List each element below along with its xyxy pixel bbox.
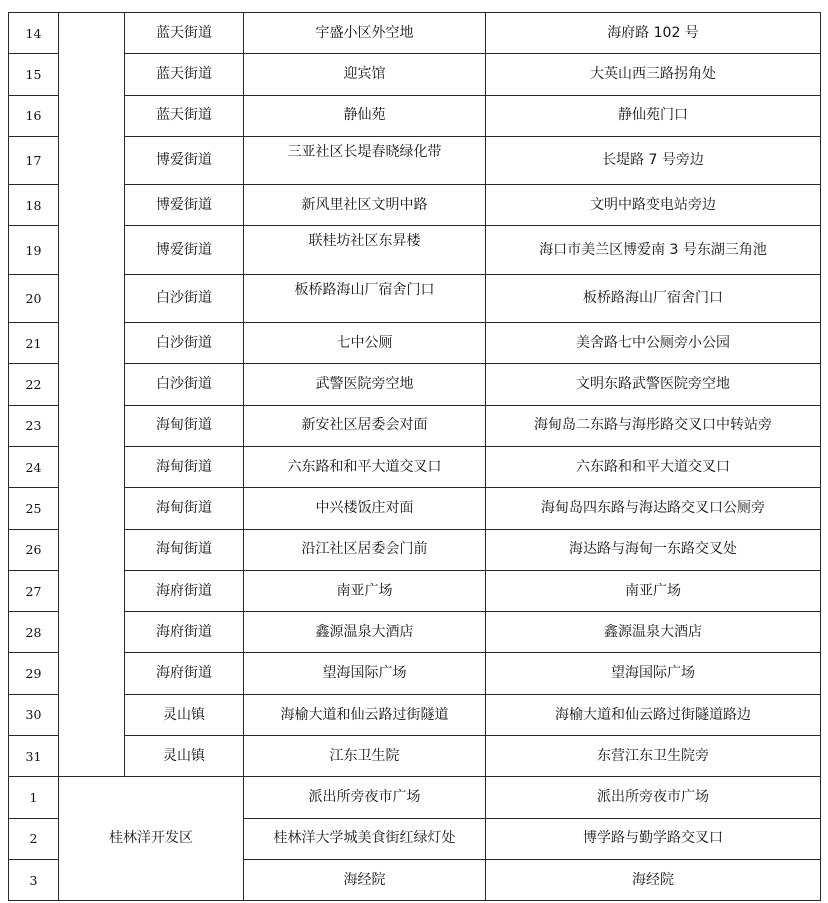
location-name-cell: 望海国际广场 <box>244 653 486 694</box>
table-row <box>9 95 821 136</box>
table-row <box>9 488 821 529</box>
row-number-cell: 29 <box>9 653 59 694</box>
street-cell: 灵山镇 <box>125 694 244 735</box>
row-number-cell: 17 <box>9 136 59 184</box>
street-cell: 博爱街道 <box>125 136 244 184</box>
address-cell: 海榆大道和仙云路过街隧道路边 <box>486 694 821 735</box>
address-cell: 南亚广场 <box>486 570 821 611</box>
row-number-cell: 24 <box>9 446 59 487</box>
address-cell: 鑫源温泉大酒店 <box>486 612 821 653</box>
street-cell: 白沙街道 <box>125 323 244 364</box>
row-number-cell: 20 <box>9 274 59 322</box>
location-name-cell: 南亚广场 <box>244 570 486 611</box>
location-name-cell: 沿江社区居委会门前 <box>244 529 486 570</box>
location-name-cell: 桂林洋大学城美食街红绿灯处 <box>244 818 486 859</box>
location-name-cell: 中兴楼饭庄对面 <box>244 488 486 529</box>
address-cell: 望海国际广场 <box>486 653 821 694</box>
row-number-cell: 14 <box>9 13 59 54</box>
address-cell: 派出所旁夜市广场 <box>486 777 821 818</box>
location-name-cell: 海经院 <box>244 859 486 900</box>
row-number-cell: 26 <box>9 529 59 570</box>
address-cell: 海甸岛四东路与海达路交叉口公厕旁 <box>486 488 821 529</box>
row-number-cell: 21 <box>9 323 59 364</box>
street-cell: 海甸街道 <box>125 488 244 529</box>
address-cell: 美舍路七中公厕旁小公园 <box>486 323 821 364</box>
table-row <box>9 570 821 611</box>
location-name-cell: 新风里社区文明中路 <box>244 185 486 226</box>
row-number-cell: 3 <box>9 859 59 900</box>
location-name-cell: 三亚社区长堤春晓绿化带 <box>244 136 486 184</box>
street-cell: 博爱街道 <box>125 185 244 226</box>
zone-label-cell: 桂林洋开发区 <box>59 777 244 901</box>
table-row <box>9 653 821 694</box>
address-cell: 长堤路 7 号旁边 <box>486 136 821 184</box>
address-cell: 海府路 102 号 <box>486 13 821 54</box>
address-cell: 六东路和和平大道交叉口 <box>486 446 821 487</box>
street-cell: 海府街道 <box>125 612 244 653</box>
row-number-cell: 30 <box>9 694 59 735</box>
location-name-cell: 七中公厕 <box>244 323 486 364</box>
location-name-cell: 板桥路海山厂宿舍门口 <box>244 274 486 322</box>
address-cell: 文明东路武警医院旁空地 <box>486 364 821 405</box>
location-name-cell: 新安社区居委会对面 <box>244 405 486 446</box>
address-cell: 海口市美兰区博爱南 3 号东湖三角池 <box>486 226 821 274</box>
row-number-cell: 25 <box>9 488 59 529</box>
table-row <box>9 777 821 818</box>
street-cell: 海府街道 <box>125 653 244 694</box>
district-cell-blank <box>59 13 125 777</box>
street-cell: 白沙街道 <box>125 364 244 405</box>
table-row <box>9 136 821 184</box>
address-cell: 海达路与海甸一东路交叉处 <box>486 529 821 570</box>
street-cell: 海甸街道 <box>125 446 244 487</box>
row-number-cell: 31 <box>9 736 59 777</box>
row-number-cell: 19 <box>9 226 59 274</box>
row-number-cell: 18 <box>9 185 59 226</box>
row-number-cell: 22 <box>9 364 59 405</box>
location-name-cell: 静仙苑 <box>244 95 486 136</box>
location-name-cell: 海榆大道和仙云路过街隧道 <box>244 694 486 735</box>
table-row <box>9 185 821 226</box>
street-cell: 海府街道 <box>125 570 244 611</box>
table-row <box>9 274 821 322</box>
table-row <box>9 13 821 54</box>
row-number-cell: 28 <box>9 612 59 653</box>
location-name-cell: 武警医院旁空地 <box>244 364 486 405</box>
street-cell: 白沙街道 <box>125 274 244 322</box>
address-cell: 静仙苑门口 <box>486 95 821 136</box>
address-cell: 东营江东卫生院旁 <box>486 736 821 777</box>
table-row <box>9 364 821 405</box>
location-table <box>8 12 821 901</box>
location-name-cell: 宇盛小区外空地 <box>244 13 486 54</box>
street-cell: 蓝天街道 <box>125 54 244 95</box>
street-cell: 海甸街道 <box>125 529 244 570</box>
row-number-cell: 2 <box>9 818 59 859</box>
table-row <box>9 54 821 95</box>
street-cell: 蓝天街道 <box>125 95 244 136</box>
table-row <box>9 529 821 570</box>
location-name-cell: 迎宾馆 <box>244 54 486 95</box>
street-cell: 博爱街道 <box>125 226 244 274</box>
address-cell: 大英山西三路拐角处 <box>486 54 821 95</box>
row-number-cell: 16 <box>9 95 59 136</box>
row-number-cell: 1 <box>9 777 59 818</box>
location-name-cell: 江东卫生院 <box>244 736 486 777</box>
location-name-cell: 鑫源温泉大酒店 <box>244 612 486 653</box>
table-row <box>9 446 821 487</box>
row-number-cell: 23 <box>9 405 59 446</box>
address-cell: 博学路与勤学路交叉口 <box>486 818 821 859</box>
table-body <box>9 13 821 901</box>
table-row <box>9 736 821 777</box>
address-cell: 板桥路海山厂宿舍门口 <box>486 274 821 322</box>
table-row <box>9 405 821 446</box>
location-name-cell: 六东路和和平大道交叉口 <box>244 446 486 487</box>
row-number-cell: 27 <box>9 570 59 611</box>
table-row <box>9 612 821 653</box>
street-cell: 海甸街道 <box>125 405 244 446</box>
table-row <box>9 323 821 364</box>
address-cell: 文明中路变电站旁边 <box>486 185 821 226</box>
table-row <box>9 226 821 274</box>
street-cell: 蓝天街道 <box>125 13 244 54</box>
street-cell: 灵山镇 <box>125 736 244 777</box>
table-row <box>9 694 821 735</box>
address-cell: 海甸岛二东路与海彤路交叉口中转站旁 <box>486 405 821 446</box>
address-cell: 海经院 <box>486 859 821 900</box>
row-number-cell: 15 <box>9 54 59 95</box>
location-name-cell: 派出所旁夜市广场 <box>244 777 486 818</box>
location-name-cell: 联桂坊社区东昇楼 <box>244 226 486 274</box>
